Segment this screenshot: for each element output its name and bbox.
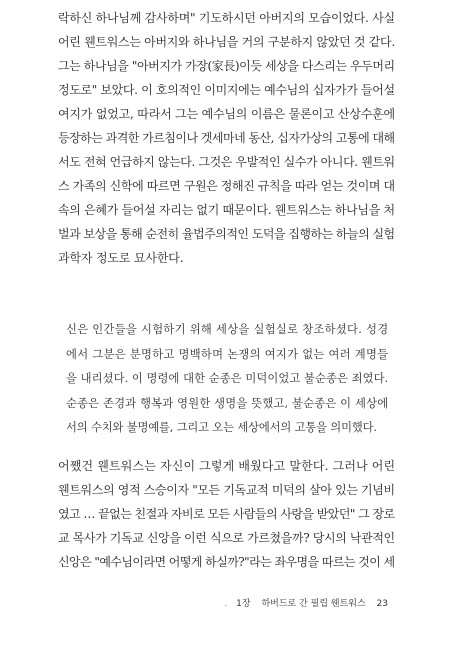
body-paragraph-2: [58, 454, 395, 574]
text-line: 벌과 보상을 통해 순전히 율법주의적인 도덕을 집행하는 하늘의 실험: [58, 227, 395, 241]
body-paragraph-1: [58, 6, 395, 270]
chapter-label: 1장: [236, 599, 251, 609]
text-line: 여지가 없었고, 따라서 그는 예수님의 이름은 물론이고 산상수훈에: [58, 107, 395, 121]
text-line: 스 가족의 신학에 따르면 구원은 정해진 규칙을 따라 얻는 것이며 대: [58, 179, 395, 193]
text-line: 교 목사가 기독교 신앙을 이런 식으로 가르쳤을까? 당시의 낙관적인: [58, 531, 395, 545]
block-quote: [66, 318, 388, 441]
text-line: 락하신 하나님께 감사하며" 기도하시던 아버지의 모습이었다. 사실: [58, 11, 395, 25]
text-line: 웬트워스의 영적 스승이자 "모든 기독교적 미덕의 살아 있는 기념비: [58, 483, 395, 497]
footer-marker: .: [224, 599, 228, 609]
page-number: 23: [376, 599, 388, 609]
chapter-title: 하버드로 간 필립 웬트워스: [261, 599, 366, 609]
text-line: 속의 은혜가 들어설 자리는 없기 때문이다. 웬트워스는 하나님을 처: [58, 203, 395, 217]
text-line: 등장하는 과격한 가르침이나 겟세마네 동산, 십자가상의 고통에 대해: [58, 131, 395, 145]
text-line: 과학자 정도로 묘사한다.: [58, 251, 184, 265]
text-line: 어린 웬트워스는 아버지와 하나님을 거의 구분하지 않았던 것 같다.: [58, 35, 395, 49]
running-footer: [224, 596, 388, 609]
quote-line: 신은 인간들을 시험하기 위해 세상을 실험실로 창조하셨다. 성경: [66, 323, 388, 336]
text-line: 정도로" 보았다. 이 호의적인 이미지에는 예수님의 십자가가 들어설: [58, 83, 395, 97]
text-line: 서도 전혀 언급하지 않는다. 그것은 우발적인 실수가 아니다. 웬트워: [58, 155, 395, 169]
quote-line: 에서 그분은 분명하고 명백하며 논쟁의 여지가 없는 여러 계명들: [66, 347, 388, 361]
quote-line: 을 내리셨다. 이 명령에 대한 순종은 미덕이었고 불순종은 죄였다.: [66, 372, 388, 385]
text-line: 신앙은 "예수님이라면 어떻게 하실까?"라는 좌우명을 따르는 것이 세: [58, 555, 395, 569]
text-line: 그는 하나님을 "아버지가 가장(家長)이듯 세상을 다스리는 우두머리: [58, 59, 395, 73]
text-line: 어쨌건 웬트워스는 자신이 그렇게 배웠다고 말한다. 그러나 어린: [58, 459, 395, 473]
quote-line: 서의 수치와 불명예를, 그리고 오는 세상에서의 고통을 의미했다.: [66, 421, 377, 434]
text-line: 였고 … 끝없는 친절과 자비로 모든 사람들의 사랑을 받았던" 그 장로: [58, 507, 395, 521]
quote-line: 순종은 존경과 행복과 영원한 생명을 뜻했고, 불순종은 이 세상에: [66, 396, 388, 410]
